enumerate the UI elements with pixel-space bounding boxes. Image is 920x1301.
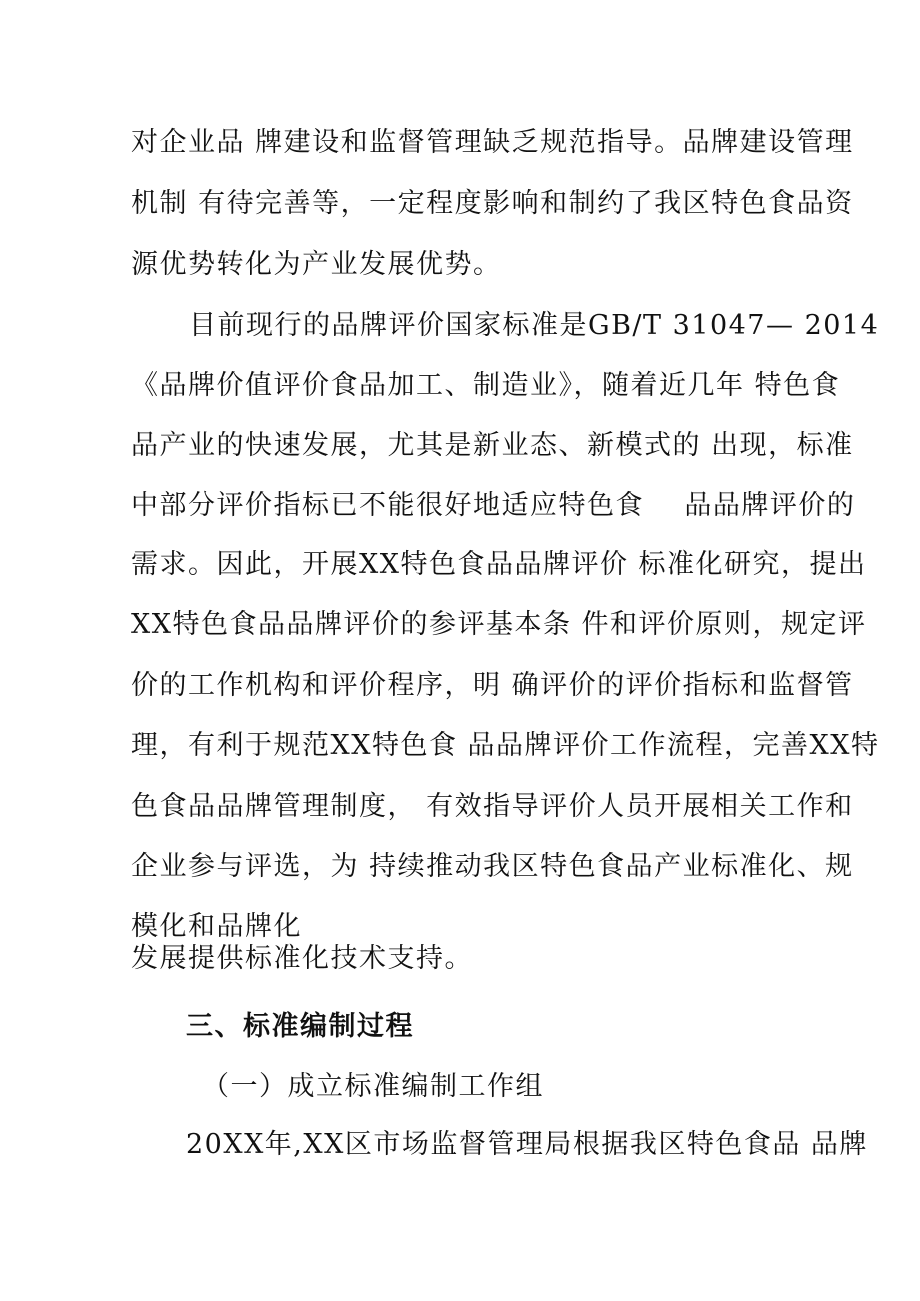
paragraph-2-line-4: 中部分评价指标已不能很好地适应特色食 品品牌评价的 — [131, 490, 856, 521]
paragraph-2-line-2: 《品牌价值评价食品加工、制造业》，随着近几年 特色食 — [131, 370, 841, 401]
subsection-1-heading: （一）成立标准编制工作组 — [202, 1071, 544, 1102]
paragraph-2-line-12: 发展提供标准化技术支持。 — [131, 943, 473, 974]
paragraph-3-line-1: 20XX年,XX区市场监督管理局根据我区特色食品 品牌 — [186, 1129, 868, 1160]
paragraph-1-line-2: 机制 有待完善等，一定程度影响和制约了我区特色食品资 — [131, 188, 854, 219]
paragraph-2-line-1: 目前现行的品牌评价国家标准是GB/T 31047— 2014 — [189, 310, 880, 341]
section-3-heading: 三、标准编制过程 — [186, 1011, 414, 1042]
paragraph-1-line-3: 源优势转化为产业发展优势。 — [131, 249, 502, 280]
paragraph-2-line-10: 企业参与评选，为 持续推动我区特色食品产业标准化、规 — [131, 851, 854, 882]
paragraph-2-line-3: 品产业的快速发展，尤其是新业态、新模式的 出现，标准 — [131, 430, 854, 461]
paragraph-2-line-7: 价的工作机构和评价程序，明 确评价的评价指标和监督管 — [131, 670, 854, 701]
paragraph-2-line-5: 需求。因此，开展XX特色食品品牌评价 标准化研究，提出 — [131, 549, 867, 580]
paragraph-2-line-9: 色食品品牌管理制度， 有效指导评价人员开展相关工作和 — [131, 791, 854, 822]
paragraph-2-line-6: XX特色食品品牌评价的参评基本条 件和评价原则，规定评 — [131, 609, 867, 640]
paragraph-1-line-1: 对企业品 牌建设和监督管理缺乏规范指导。品牌建设管理 — [131, 127, 854, 158]
paragraph-2-line-11: 模化和品牌化 — [131, 911, 302, 942]
paragraph-2-line-8: 理，有利于规范XX特色食 品品牌评价工作流程，完善XX特 — [131, 730, 880, 761]
